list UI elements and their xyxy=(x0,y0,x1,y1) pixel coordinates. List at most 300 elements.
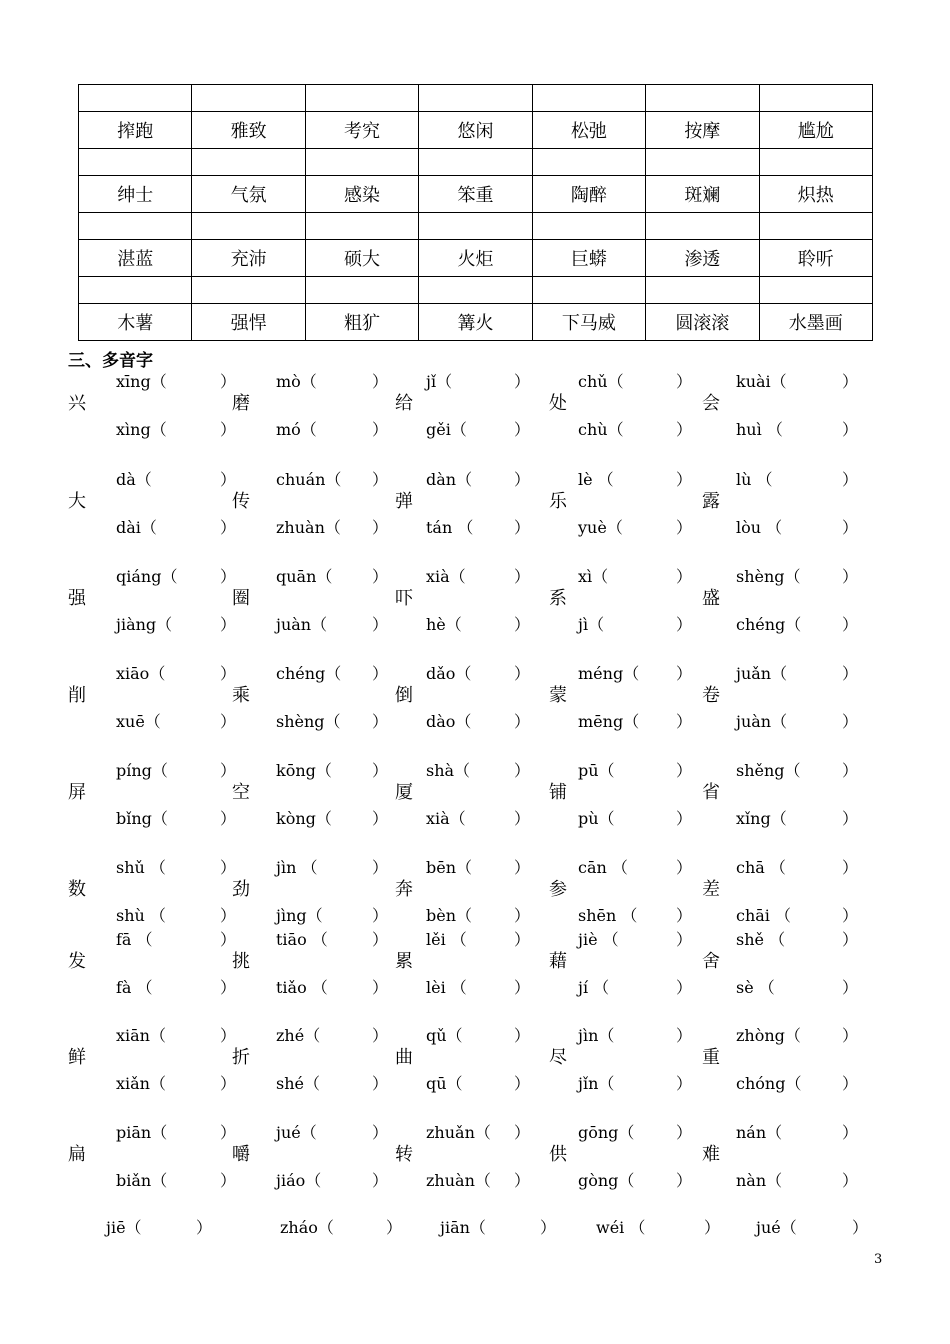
close-bracket: ） xyxy=(676,1026,693,1045)
pinyin-option: jiàng（ xyxy=(116,615,173,634)
word-cell: 聆听 xyxy=(759,240,872,277)
pinyin-option: shěng（ xyxy=(736,761,801,780)
word-cell: 气氛 xyxy=(192,176,305,213)
close-bracket: ） xyxy=(372,809,389,828)
word-cell: 圆滚滚 xyxy=(646,304,759,341)
pinyin-option: chóng（ xyxy=(736,1074,802,1093)
pinyin-option: lěi （ xyxy=(426,930,467,949)
polyphone-char: 弹 xyxy=(395,491,413,512)
pinyin-option: xǐng（ xyxy=(736,809,787,828)
polyphone-char: 挑 xyxy=(232,951,250,972)
pinyin-option: dào（ xyxy=(426,712,472,731)
pinyin-option: jì（ xyxy=(578,615,605,634)
close-bracket: ） xyxy=(514,809,531,828)
answer-cell xyxy=(419,85,532,112)
polyphone-char: 嚼 xyxy=(232,1144,250,1165)
close-bracket: ） xyxy=(220,809,237,828)
word-cell: 松弛 xyxy=(532,112,645,149)
polyphone-char: 发 xyxy=(68,951,86,972)
word-cell: 充沛 xyxy=(192,240,305,277)
pinyin-option: lèi （ xyxy=(426,978,467,997)
close-bracket: ） xyxy=(842,809,859,828)
close-bracket: ） xyxy=(220,858,237,877)
pinyin-option: qū（ xyxy=(426,1074,463,1093)
close-bracket: ） xyxy=(220,567,237,586)
pinyin-option: juàn（ xyxy=(736,712,788,731)
polyphone-char: 参 xyxy=(549,879,567,900)
pinyin-option: jǐn（ xyxy=(578,1074,615,1093)
polyphone-char: 盛 xyxy=(702,588,720,609)
pinyin-option: méng（ xyxy=(578,664,640,683)
word-cell: 强悍 xyxy=(192,304,305,341)
polyphone-char: 蒙 xyxy=(549,685,567,706)
pinyin-option: chù（ xyxy=(578,420,624,439)
word-cell: 粗犷 xyxy=(305,304,418,341)
polyphone-char: 传 xyxy=(232,491,250,512)
pinyin-option: bǐng（ xyxy=(116,809,168,828)
word-cell: 悠闲 xyxy=(419,112,532,149)
pinyin-option: pū（ xyxy=(578,761,615,780)
pinyin-option: zhòng（ xyxy=(736,1026,801,1045)
answer-cell xyxy=(305,277,418,304)
polyphone-char: 屏 xyxy=(68,782,86,803)
close-bracket: ） xyxy=(372,567,389,586)
close-bracket: ） xyxy=(676,1123,693,1142)
pinyin-option: mò（ xyxy=(276,372,317,391)
close-bracket: ） xyxy=(676,372,693,391)
close-bracket: ） xyxy=(372,615,389,634)
polyphone-char: 折 xyxy=(232,1047,250,1068)
answer-cell xyxy=(192,149,305,176)
pinyin-option: lè （ xyxy=(578,470,614,489)
polyphone-char: 乘 xyxy=(232,685,250,706)
close-bracket: ） xyxy=(220,664,237,683)
pinyin-option: lòu （ xyxy=(736,518,783,537)
pinyin-option: biǎn（ xyxy=(116,1171,168,1190)
close-bracket: ） xyxy=(372,1026,389,1045)
word-cell: 考究 xyxy=(305,112,418,149)
close-bracket: ） xyxy=(514,1074,531,1093)
pinyin-option: xì（ xyxy=(578,567,609,586)
close-bracket: ） xyxy=(196,1218,213,1237)
table-word-row xyxy=(79,240,873,277)
close-bracket: ） xyxy=(514,420,531,439)
close-bracket: ） xyxy=(676,906,693,925)
pinyin-option: chuán（ xyxy=(276,470,342,489)
pinyin-option: shǔ （ xyxy=(116,858,166,877)
word-cell: 巨蟒 xyxy=(532,240,645,277)
pinyin-option: bèn（ xyxy=(426,906,473,925)
pinyin-option: qiáng（ xyxy=(116,567,178,586)
answer-cell xyxy=(646,213,759,240)
close-bracket: ） xyxy=(842,930,859,949)
close-bracket: ） xyxy=(220,761,237,780)
answer-cell xyxy=(646,85,759,112)
polyphone-char: 省 xyxy=(702,782,720,803)
polyphone-char: 铺 xyxy=(549,782,567,803)
pinyin-option: fà （ xyxy=(116,978,153,997)
close-bracket: ） xyxy=(220,712,237,731)
close-bracket: ） xyxy=(842,761,859,780)
polyphone-char: 乐 xyxy=(549,491,567,512)
close-bracket: ） xyxy=(676,1171,693,1190)
pinyin-option: dàn（ xyxy=(426,470,473,489)
pinyin-option: chéng（ xyxy=(276,664,342,683)
table-word-row xyxy=(79,304,873,341)
answer-cell xyxy=(646,149,759,176)
close-bracket: ） xyxy=(842,615,859,634)
close-bracket: ） xyxy=(372,712,389,731)
close-bracket: ） xyxy=(676,761,693,780)
answer-cell xyxy=(79,277,192,304)
polyphone-char: 处 xyxy=(549,393,567,414)
close-bracket: ） xyxy=(372,1171,389,1190)
close-bracket: ） xyxy=(842,567,859,586)
table-word-row xyxy=(79,176,873,213)
answer-cell xyxy=(79,213,192,240)
answer-cell xyxy=(759,149,872,176)
close-bracket: ） xyxy=(220,420,237,439)
polyphone-char: 藉 xyxy=(549,951,567,972)
pinyin-option: jìn（ xyxy=(578,1026,615,1045)
close-bracket: ） xyxy=(676,1074,693,1093)
pinyin-option: zhuàn（ xyxy=(276,518,341,537)
close-bracket: ） xyxy=(842,518,859,537)
word-cell: 火炬 xyxy=(419,240,532,277)
pinyin-option: xiǎn（ xyxy=(116,1074,166,1093)
close-bracket: ） xyxy=(842,664,859,683)
close-bracket: ） xyxy=(220,1123,237,1142)
answer-cell xyxy=(192,213,305,240)
pinyin-option: xià（ xyxy=(426,809,466,828)
close-bracket: ） xyxy=(676,567,693,586)
close-bracket: ） xyxy=(676,518,693,537)
polyphone-char: 磨 xyxy=(232,393,250,414)
polyphone-char: 转 xyxy=(395,1144,413,1165)
pinyin-option: jìn （ xyxy=(276,858,318,877)
close-bracket: ） xyxy=(514,1123,531,1142)
word-cell: 绅士 xyxy=(79,176,192,213)
close-bracket: ） xyxy=(676,930,693,949)
polyphone-char: 给 xyxy=(395,393,413,414)
pinyin-option: xuē（ xyxy=(116,712,161,731)
pinyin-option: jiè （ xyxy=(578,930,619,949)
answer-cell xyxy=(79,85,192,112)
pinyin-option: juǎn（ xyxy=(736,664,788,683)
pinyin-option: jué（ xyxy=(276,1123,317,1142)
answer-cell xyxy=(532,85,645,112)
pinyin-option: zhuàn（ xyxy=(426,1171,491,1190)
pinyin-option: hè（ xyxy=(426,615,462,634)
close-bracket: ） xyxy=(514,518,531,537)
answer-cell xyxy=(305,149,418,176)
close-bracket: ） xyxy=(676,978,693,997)
pinyin-option: kōng（ xyxy=(276,761,332,780)
polyphone-char: 重 xyxy=(702,1047,720,1068)
answer-cell xyxy=(532,149,645,176)
close-bracket: ） xyxy=(676,858,693,877)
word-cell: 按摩 xyxy=(646,112,759,149)
word-cell: 渗透 xyxy=(646,240,759,277)
pinyin-option: xiāo（ xyxy=(116,664,166,683)
close-bracket: ） xyxy=(386,1218,403,1237)
polyphone-char: 倒 xyxy=(395,685,413,706)
pinyin-option: kuài（ xyxy=(736,372,787,391)
close-bracket: ） xyxy=(676,712,693,731)
pinyin-option: jiān（ xyxy=(440,1218,486,1237)
word-cell: 水墨画 xyxy=(759,304,872,341)
answer-cell xyxy=(305,213,418,240)
close-bracket: ） xyxy=(372,1123,389,1142)
pinyin-option: xīng（ xyxy=(116,372,167,391)
pinyin-option: shà（ xyxy=(426,761,471,780)
pinyin-option: yuè（ xyxy=(578,518,623,537)
pinyin-option: shèng（ xyxy=(276,712,341,731)
pinyin-option: mēng（ xyxy=(578,712,640,731)
polyphone-char: 劲 xyxy=(232,879,250,900)
close-bracket: ） xyxy=(514,761,531,780)
polyphone-char: 系 xyxy=(549,588,567,609)
answer-cell xyxy=(759,277,872,304)
close-bracket: ） xyxy=(220,372,237,391)
word-cell: 感染 xyxy=(305,176,418,213)
close-bracket: ） xyxy=(676,809,693,828)
close-bracket: ） xyxy=(676,615,693,634)
close-bracket: ） xyxy=(514,1171,531,1190)
answer-cell xyxy=(192,85,305,112)
pinyin-option: huì （ xyxy=(736,420,783,439)
close-bracket: ） xyxy=(842,1171,859,1190)
answer-cell xyxy=(759,213,872,240)
word-cell: 搾跑 xyxy=(79,112,192,149)
answer-cell xyxy=(192,277,305,304)
pinyin-option: xìng（ xyxy=(116,420,167,439)
close-bracket: ） xyxy=(372,978,389,997)
section-title: 三、多音字 xyxy=(68,351,153,371)
pinyin-option: kòng（ xyxy=(276,809,332,828)
polyphone-char: 曲 xyxy=(395,1047,413,1068)
close-bracket: ） xyxy=(676,664,693,683)
polyphone-char: 卷 xyxy=(702,685,720,706)
polyphone-char: 差 xyxy=(702,879,720,900)
close-bracket: ） xyxy=(514,906,531,925)
close-bracket: ） xyxy=(514,978,531,997)
pinyin-option: nàn（ xyxy=(736,1171,783,1190)
word-cell: 硕大 xyxy=(305,240,418,277)
pinyin-option: sè （ xyxy=(736,978,775,997)
answer-cell xyxy=(305,85,418,112)
close-bracket: ） xyxy=(842,420,859,439)
word-cell: 木薯 xyxy=(79,304,192,341)
word-cell: 炽热 xyxy=(759,176,872,213)
table-blank-row xyxy=(79,213,873,240)
pinyin-option: mó（ xyxy=(276,420,317,439)
pinyin-option: tiǎo （ xyxy=(276,978,328,997)
answer-cell xyxy=(759,85,872,112)
polyphone-char: 数 xyxy=(68,879,86,900)
close-bracket: ） xyxy=(220,1026,237,1045)
answer-cell xyxy=(532,277,645,304)
answer-cell xyxy=(419,277,532,304)
pinyin-option: gěi（ xyxy=(426,420,467,439)
word-cell: 下马威 xyxy=(532,304,645,341)
close-bracket: ） xyxy=(514,372,531,391)
pinyin-option: qǔ（ xyxy=(426,1026,463,1045)
polyphone-char: 舍 xyxy=(702,951,720,972)
polyphone-char: 累 xyxy=(395,951,413,972)
pinyin-option: nán（ xyxy=(736,1123,783,1142)
polyphone-char: 扁 xyxy=(68,1144,86,1165)
close-bracket: ） xyxy=(372,664,389,683)
close-bracket: ） xyxy=(372,858,389,877)
close-bracket: ） xyxy=(372,761,389,780)
pinyin-option: piān（ xyxy=(116,1123,168,1142)
pinyin-option: gōng（ xyxy=(578,1123,635,1142)
close-bracket: ） xyxy=(676,420,693,439)
word-cell: 陶醉 xyxy=(532,176,645,213)
pinyin-option: jǐ（ xyxy=(426,372,453,391)
polyphone-char: 强 xyxy=(68,588,86,609)
close-bracket: ） xyxy=(842,1123,859,1142)
close-bracket: ） xyxy=(852,1218,869,1237)
pinyin-option: shě （ xyxy=(736,930,786,949)
polyphone-char: 厦 xyxy=(395,782,413,803)
pinyin-option: juàn（ xyxy=(276,615,328,634)
close-bracket: ） xyxy=(514,858,531,877)
pinyin-option: fā （ xyxy=(116,930,153,949)
table-word-row xyxy=(79,112,873,149)
polyphone-char: 鲜 xyxy=(68,1047,86,1068)
word-cell: 篝火 xyxy=(419,304,532,341)
pinyin-option: cān （ xyxy=(578,858,628,877)
close-bracket: ） xyxy=(220,906,237,925)
polyphone-char: 供 xyxy=(549,1144,567,1165)
pinyin-option: shèng（ xyxy=(736,567,801,586)
close-bracket: ） xyxy=(220,518,237,537)
table-blank-row xyxy=(79,85,873,112)
page-number: 3 xyxy=(874,1252,883,1267)
word-cell: 湛蓝 xyxy=(79,240,192,277)
close-bracket: ） xyxy=(220,930,237,949)
pinyin-option: dǎo（ xyxy=(426,664,472,683)
answer-cell xyxy=(532,213,645,240)
close-bracket: ） xyxy=(842,906,859,925)
pinyin-option: quān（ xyxy=(276,567,333,586)
pinyin-option: zhé（ xyxy=(276,1026,321,1045)
polyphone-char: 难 xyxy=(702,1144,720,1165)
pinyin-option: shù （ xyxy=(116,906,166,925)
close-bracket: ） xyxy=(676,470,693,489)
close-bracket: ） xyxy=(842,1026,859,1045)
pinyin-option: jìng（ xyxy=(276,906,323,925)
pinyin-option: dà（ xyxy=(116,470,152,489)
polyphone-char: 空 xyxy=(232,782,250,803)
polyphone-char: 兴 xyxy=(68,393,86,414)
pinyin-option: chāi （ xyxy=(736,906,792,925)
pinyin-option: zháo（ xyxy=(280,1218,334,1237)
close-bracket: ） xyxy=(514,930,531,949)
close-bracket: ） xyxy=(842,712,859,731)
table-blank-row xyxy=(79,277,873,304)
answer-cell xyxy=(419,213,532,240)
close-bracket: ） xyxy=(842,858,859,877)
polyphone-char: 吓 xyxy=(395,588,413,609)
close-bracket: ） xyxy=(372,1074,389,1093)
close-bracket: ） xyxy=(372,372,389,391)
word-cell: 尴尬 xyxy=(759,112,872,149)
close-bracket: ） xyxy=(220,978,237,997)
vocabulary-table xyxy=(78,84,873,341)
table-blank-row xyxy=(79,149,873,176)
answer-cell xyxy=(419,149,532,176)
close-bracket: ） xyxy=(372,420,389,439)
pinyin-option: chéng（ xyxy=(736,615,802,634)
answer-cell xyxy=(79,149,192,176)
pinyin-option: shé（ xyxy=(276,1074,320,1093)
polyphone-char: 削 xyxy=(68,685,86,706)
answer-cell xyxy=(646,277,759,304)
close-bracket: ） xyxy=(514,615,531,634)
pinyin-option: jiáo（ xyxy=(276,1171,322,1190)
close-bracket: ） xyxy=(842,978,859,997)
pinyin-option: chā （ xyxy=(736,858,786,877)
pinyin-option: shēn （ xyxy=(578,906,638,925)
close-bracket: ） xyxy=(842,470,859,489)
pinyin-option: jí （ xyxy=(578,978,610,997)
close-bracket: ） xyxy=(514,664,531,683)
close-bracket: ） xyxy=(220,615,237,634)
pinyin-option: chǔ（ xyxy=(578,372,624,391)
word-cell: 笨重 xyxy=(419,176,532,213)
close-bracket: ） xyxy=(540,1218,557,1237)
close-bracket: ） xyxy=(372,518,389,537)
close-bracket: ） xyxy=(842,1074,859,1093)
close-bracket: ） xyxy=(514,567,531,586)
close-bracket: ） xyxy=(842,372,859,391)
polyphone-char: 露 xyxy=(702,491,720,512)
word-cell: 雅致 xyxy=(192,112,305,149)
polyphone-char: 大 xyxy=(68,491,86,512)
close-bracket: ） xyxy=(372,470,389,489)
pinyin-option: lù （ xyxy=(736,470,773,489)
polyphone-char: 圈 xyxy=(232,588,250,609)
polyphone-char: 奔 xyxy=(395,879,413,900)
close-bracket: ） xyxy=(514,1026,531,1045)
pinyin-option: gòng（ xyxy=(578,1171,635,1190)
close-bracket: ） xyxy=(514,712,531,731)
pinyin-option: tán （ xyxy=(426,518,474,537)
pinyin-option: zhuǎn（ xyxy=(426,1123,491,1142)
pinyin-option: jué（ xyxy=(756,1218,797,1237)
close-bracket: ） xyxy=(514,470,531,489)
pinyin-option: wéi （ xyxy=(596,1218,646,1237)
pinyin-option: xià（ xyxy=(426,567,466,586)
polyphone-char: 会 xyxy=(702,393,720,414)
polyphone-char: 尽 xyxy=(549,1047,567,1068)
pinyin-option: bēn（ xyxy=(426,858,473,877)
close-bracket: ） xyxy=(220,470,237,489)
close-bracket: ） xyxy=(372,906,389,925)
pinyin-option: xiān（ xyxy=(116,1026,166,1045)
close-bracket: ） xyxy=(372,930,389,949)
word-cell: 斑斓 xyxy=(646,176,759,213)
pinyin-option: pù（ xyxy=(578,809,615,828)
pinyin-option: píng（ xyxy=(116,761,168,780)
pinyin-option: jiē（ xyxy=(106,1218,142,1237)
close-bracket: ） xyxy=(220,1171,237,1190)
close-bracket: ） xyxy=(220,1074,237,1093)
close-bracket: ） xyxy=(704,1218,721,1237)
